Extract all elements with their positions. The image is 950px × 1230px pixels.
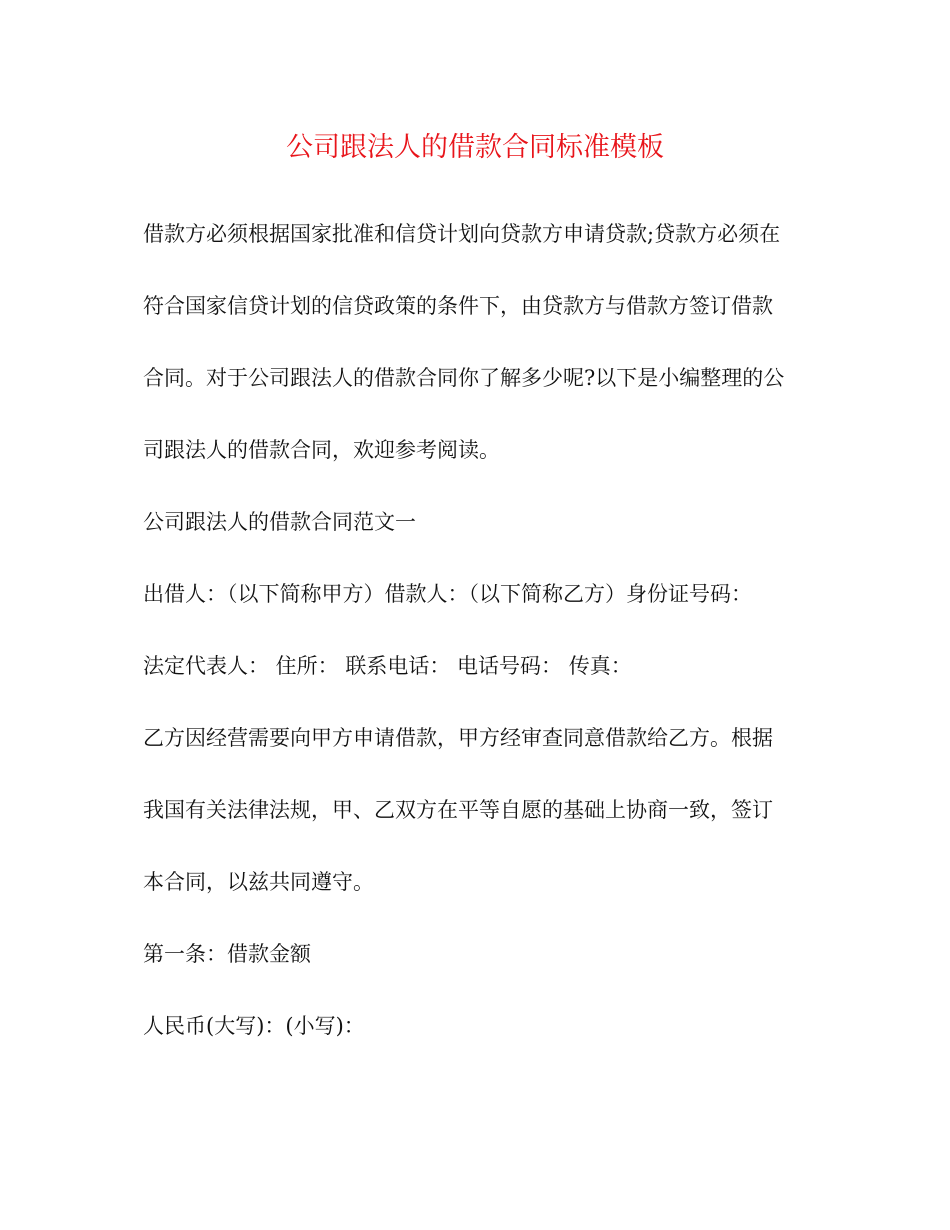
- paragraph-line: 借款方必须根据国家批准和信贷计划向贷款方申请贷款;贷款方必须在: [143, 222, 781, 246]
- paragraph-line: 司跟法人的借款合同，欢迎参考阅读。: [143, 438, 500, 462]
- paragraph-line: 人民币(大写)：(小写)：: [143, 1014, 365, 1038]
- paragraph-line: 符合国家信贷计划的信贷政策的条件下，由贷款方与借款方签订借款: [143, 294, 773, 318]
- sample-heading: [143, 506, 813, 578]
- paragraph-line: 公司跟法人的借款合同范文一: [143, 510, 416, 534]
- paragraph-line: 我国有关法律法规，甲、乙双方在平等自愿的基础上协商一致，签订: [143, 798, 773, 822]
- paragraph-line: 出借人：（以下简称甲方）借款人：（以下简称乙方）身份证号码：: [143, 582, 752, 606]
- parties-line: [143, 578, 813, 650]
- paragraph-line: 第一条：借款金额: [143, 942, 311, 966]
- paragraph-line: 本合同，以兹共同遵守。: [143, 870, 374, 894]
- paragraph-line: 合同。对于公司跟法人的借款合同你了解多少呢?以下是小编整理的公: [143, 366, 785, 390]
- article-one-heading: [143, 938, 813, 1010]
- agreement-paragraph: [143, 722, 813, 938]
- document-title: 公司跟法人的借款合同标准模板: [286, 132, 664, 163]
- intro-paragraph: [143, 218, 813, 506]
- paragraph-line: 乙方因经营需要向甲方申请借款，甲方经审查同意借款给乙方。根据: [143, 726, 773, 750]
- amount-line: [143, 1010, 813, 1082]
- paragraph-line: 法定代表人： 住所： 联系电话： 电话号码： 传真：: [143, 654, 632, 678]
- representative-line: [143, 650, 813, 722]
